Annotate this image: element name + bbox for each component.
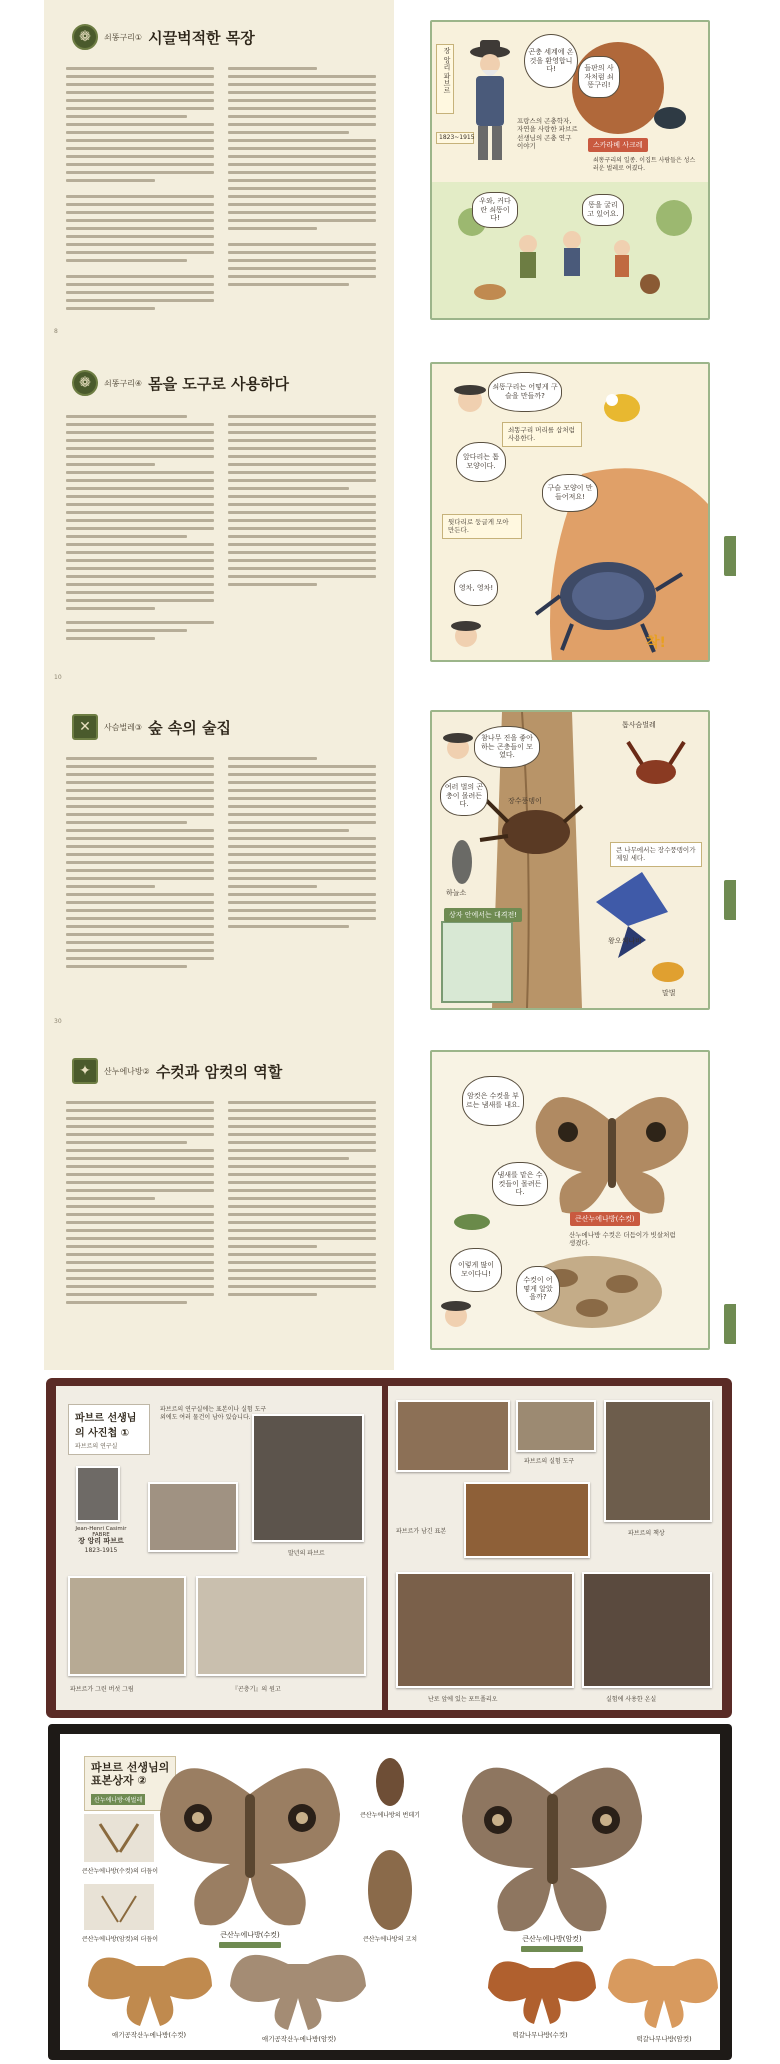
page-number: 10 <box>54 674 62 681</box>
lab-photo <box>516 1400 596 1452</box>
section-title: 수컷과 암컷의 역할 <box>155 1062 283 1081</box>
label-bottom-1: 애기공작산누에나방(수컷) <box>111 2031 187 2039</box>
home-photo <box>148 1482 238 1552</box>
dung-beetle-icon: ❁ <box>72 370 98 396</box>
moth-specimens-drawing <box>60 1734 720 2050</box>
portrait-name-kr: 장 앙리 파브르 <box>78 1537 124 1545</box>
album-right-page <box>388 1386 722 1710</box>
note-legs: 뒷다리로 둥글게 모아 만든다. <box>442 514 522 539</box>
name-tag: 장 앙리 파브르 <box>436 44 454 114</box>
speech-bubble: 암컷은 수컷을 부르는 냄새를 내요. <box>462 1076 524 1126</box>
note-antenna: 산누에나방 수컷은 더듬이가 빗살처럼 생겼다. <box>569 1231 676 1248</box>
section-sub: 쇠똥구리④ <box>104 378 143 388</box>
spread-1 <box>0 0 780 340</box>
dung-beetle-icon: ❁ <box>72 24 98 50</box>
stag-beetle-icon: ✕ <box>72 714 98 740</box>
photo-caption: 파브르의 책상 <box>628 1530 665 1537</box>
album-title: 파브르 선생님의 사진첩 ① <box>75 1413 137 1439</box>
photo-caption: 파브르가 남긴 표본 <box>396 1528 447 1535</box>
section-heading-3 <box>72 714 231 740</box>
speech-bubble: 영차, 영차! <box>454 570 498 606</box>
speech-bubble: 이렇게 많이 모이다니! <box>450 1248 502 1292</box>
speech-bubble: 똥을 굴리고 있어요. <box>582 194 624 226</box>
chapter-tab <box>724 1304 736 1344</box>
label-text: 큰산누에나방(암컷) <box>522 1935 582 1943</box>
body-text <box>66 410 376 640</box>
photo-caption: 실험에 사용한 온실 <box>606 1696 657 1703</box>
chapter-tab <box>724 536 736 576</box>
speech-bubble: 곤충 세계에 온 것을 환영합니다! <box>524 34 578 88</box>
room-photo <box>396 1572 574 1688</box>
speech-bubble: 여러 벌의 곤충이 몰려든다. <box>440 776 488 816</box>
illustration-page-2 <box>394 340 736 684</box>
spread-2 <box>0 340 780 684</box>
speech-bubble: 구슬 모양이 만들어져요! <box>542 474 598 512</box>
album-title-card <box>68 1404 150 1455</box>
label-main-female <box>500 1934 604 1952</box>
illustration-2 <box>430 362 710 662</box>
illustration-3 <box>430 710 710 1010</box>
bread-photo <box>464 1482 590 1558</box>
photo-caption: 파브르의 실험 도구 <box>524 1458 575 1465</box>
label-hornet: 말벌 <box>662 989 676 997</box>
illustration-1 <box>430 20 710 320</box>
specimen-title-2: 표본상자 ② <box>91 1774 147 1788</box>
section-title: 몸을 도구로 사용하다 <box>148 374 289 393</box>
scarab-caption: 쇠똥구리의 일종. 이집트 사람들은 성스러운 벌레로 여겼다. <box>593 157 696 172</box>
section-heading-2 <box>72 370 289 396</box>
illustration-page-1 <box>394 0 736 340</box>
sound-effect: 착! <box>646 635 666 651</box>
page-number: 8 <box>54 328 58 335</box>
photo-caption: 파브르가 그린 버섯 그림 <box>70 1686 134 1693</box>
label-text: 큰산누에나방(수컷) <box>220 1931 280 1939</box>
section-title: 시끌벅적한 목장 <box>148 28 255 47</box>
elder-portrait-photo <box>252 1414 364 1542</box>
label-battle: 상자 안에서는 대격전! <box>444 908 522 922</box>
specimen-board <box>60 1734 720 2050</box>
speech-bubble: 앞다리는 톱 모양이다. <box>456 442 506 482</box>
page-number: 30 <box>54 1018 62 1025</box>
chapter-tab <box>724 880 736 920</box>
illustration-page-3 <box>394 684 736 1028</box>
label-bottom-4: 떡갈나무나방(암컷) <box>636 2035 692 2043</box>
specimen-box <box>48 1724 732 2060</box>
label-pupa: 큰산누에나방의 번데기 <box>360 1812 420 1819</box>
label-bottom-2: 애기공작산누에나방(암컷) <box>261 2035 337 2043</box>
text-page-2 <box>44 340 394 684</box>
manuscript-photo <box>196 1576 366 1676</box>
section-heading-4 <box>72 1058 282 1084</box>
label-cocoon: 큰산누에나방의 고치 <box>362 1936 418 1943</box>
dung-beetle-drawing <box>432 364 708 660</box>
photo-caption: 『곤충기』의 원고 <box>232 1686 281 1693</box>
note-strongest: 큰 나무에서는 장수풍뎅이가 제일 세다. <box>610 842 702 867</box>
label-bottom-3: 떡갈나무나방(수컷) <box>512 2031 568 2039</box>
portrait-photo <box>76 1466 120 1522</box>
section-heading-1 <box>72 24 255 50</box>
desk-photo <box>604 1400 712 1522</box>
label-moth-male: 큰산누에나방(수컷) <box>570 1212 640 1226</box>
specimen-photo <box>396 1400 510 1472</box>
specimen-title-1: 파브르 선생님의 <box>91 1761 170 1774</box>
illustration-page-4 <box>394 1028 736 1370</box>
label-longhorn: 하늘소 <box>446 889 467 897</box>
body-text <box>66 752 376 968</box>
specimen-subtitle: 산누에나방·애벌레 <box>91 1794 145 1805</box>
label-male-antenna: 큰산누에나방(수컷)의 더듬이 <box>81 1868 159 1875</box>
drawings-photo <box>68 1576 186 1676</box>
label-butterfly: 왕오색나비 <box>608 937 642 945</box>
note-head: 쇠똥구리 머리를 삽처럼 사용한다. <box>502 422 582 447</box>
spread-4 <box>0 1028 780 1370</box>
years-tag: 1823~1915 <box>436 132 474 144</box>
label-female-antenna: 큰산누에나방(암컷)의 더듬이 <box>81 1936 159 1943</box>
text-page-4 <box>44 1028 394 1370</box>
speech-bubble: 들판의 사자처럼 쇠똥구리! <box>578 56 620 98</box>
text-page-1 <box>44 0 394 340</box>
photo-caption: 난로 앞에 있는 포트폴리오 <box>428 1696 498 1703</box>
illustration-4 <box>430 1050 710 1350</box>
album-left-page <box>56 1386 382 1710</box>
section-sub: 산누에나방② <box>104 1066 150 1076</box>
album-subtitle: 파브르의 연구실 <box>75 1443 118 1450</box>
moth-icon: ✦ <box>72 1058 98 1084</box>
section-title: 숲 속의 술집 <box>148 718 231 737</box>
section-sub: 쇠똥구리① <box>104 32 143 42</box>
body-text <box>66 62 376 310</box>
speech-bubble: 수컷이 어떻게 알았을까? <box>516 1266 560 1312</box>
intro-caption: 프랑스의 곤충학자, 자연을 사랑한 파브르 선생님의 곤충 연구 이야기 <box>517 117 578 151</box>
speech-bubble: 냄새를 맡은 수컷들이 몰려든다. <box>492 1162 548 1206</box>
photo-caption: 말년의 파브르 <box>288 1550 325 1557</box>
section-sub: 사슴벌레③ <box>104 722 143 732</box>
body-text <box>66 1096 376 1304</box>
spread-3 <box>0 684 780 1028</box>
portrait-years: 1823-1915 <box>84 1547 118 1554</box>
label-stag-beetle: 톱사슴벌레 <box>622 721 656 729</box>
speech-bubble: 참나무 진을 좋아하는 곤충들이 모였다. <box>474 726 540 768</box>
text-page-3 <box>44 684 394 1028</box>
speech-bubble: 우와, 커다란 쇠똥이다! <box>472 192 518 228</box>
photo-album-spread <box>46 1378 732 1718</box>
garden-photo <box>582 1572 712 1688</box>
speech-bubble: 쇠똥구리는 어떻게 구슬을 만들까? <box>488 372 562 412</box>
album-intro: 파브르의 연구실에는 표본이나 실험 도구 외에도 여러 물건이 남아 있습니다. <box>160 1406 267 1422</box>
portrait-name: Jean-Henri Casimir FABRE <box>75 1526 127 1538</box>
label-scarab: 스카라베 사크레 <box>588 138 648 152</box>
label-rhino-beetle: 장수풍뎅이 <box>508 797 542 805</box>
label-main-male <box>200 1930 300 1948</box>
